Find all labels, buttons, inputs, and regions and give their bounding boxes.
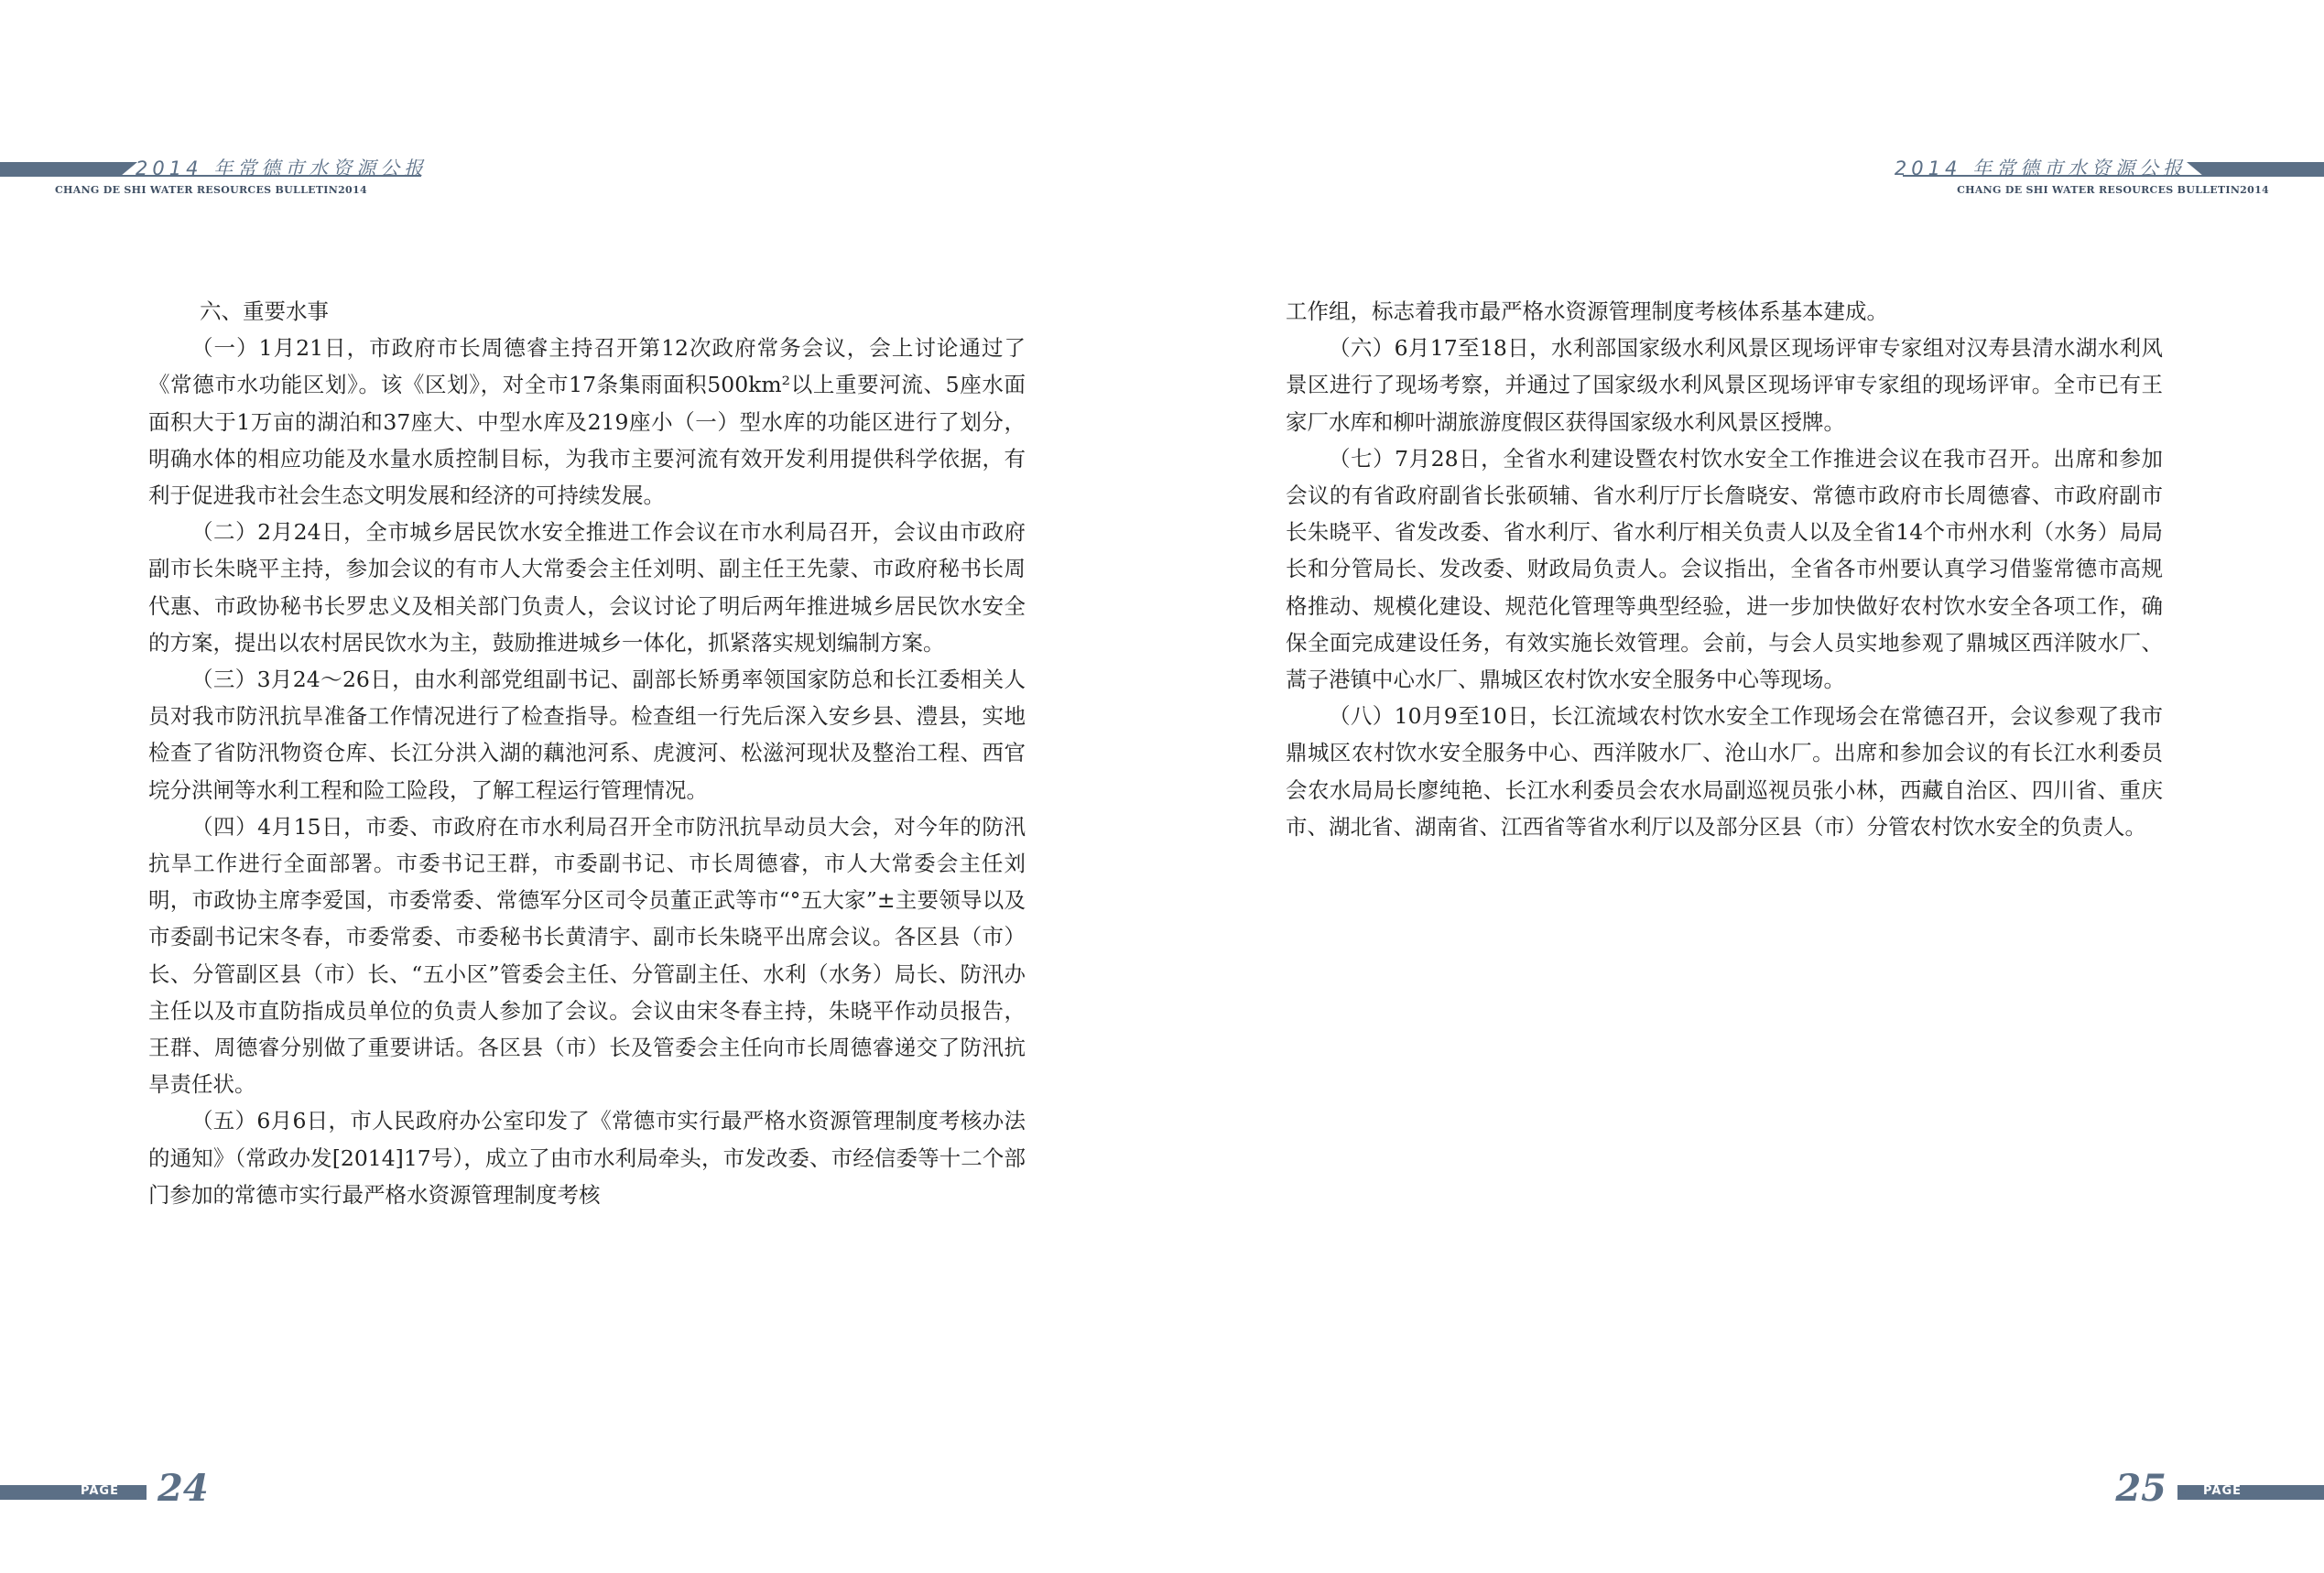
page-number: 25 xyxy=(2115,1467,2167,1510)
header-subtitle: CHANG DE SHI WATER RESOURCES BULLETIN2014 xyxy=(1957,184,2269,196)
paragraph-continuation: 工作组，标志着我市最严格水资源管理制度考核体系基本建成。 xyxy=(1286,298,1888,324)
paragraph-2: （二）2月24日，全市城乡居民饮水安全推进工作会议在市水利局召开，会议由市政府副市长朱晓平主持，参加会议的有市人大常委会主任刘明、副主任王先蒙、市政府秘书长周代惠、市政协秘书长罗忠义及相关部门负责人，会议讨论了明后两年推进城乡居民饮水安全的方案，提出以农村居民饮水为主，鼓励推进城乡一体化，抓紧落实规划编制方案。 xyxy=(148,519,1026,656)
paragraph-6: （六）6月17至18日，水利部国家级水利风景区现场评审专家组对汉寿县清水湖水利风景区进行了现场考察，并通过了国家级水利风景区现场评审专家组的现场评审。全市已有王家厂水库和柳叶湖旅游度假区获得国家级水利风景区授牌。 xyxy=(1286,335,2163,435)
footer-bar-decoration xyxy=(2177,1485,2324,1500)
page-footer-right xyxy=(2086,1467,2324,1529)
chevron-left-icon: « xyxy=(2177,1485,2187,1500)
paragraph-4: （四）4月15日，市委、市政府在市水利局召开全市防汛抗旱动员大会，对今年的防汛抗旱工作进行全面部署。市委书记王群，市委副书记、市长周德睿，市人大常委会主任刘明，市政协主席李爱国，市委常委、常德军分区司令员董正武等市“°五大家”±主要领导以及市委副书记宋冬春，市委常委、市委秘书长黄清宇、副市长朱晓平出席会议。各区县（市）长、分管副区县（市）长、“五小区”管委会主任、分管副主任、水利（水务）局长、防汛办主任以及市直防指成员单位的负责人参加了会议。会议由宋冬春主持，朱晓平作动员报告，王群、周德睿分别做了重要讲话。各区县（市）长及管委会主任向市长周德睿递交了防汛抗旱责任状。 xyxy=(148,813,1026,1098)
right-text-column xyxy=(1286,293,2163,845)
page-label: PAGE xyxy=(81,1484,119,1498)
page-number: 24 xyxy=(157,1467,209,1510)
header-title: 2014 年常德市水资源公报 xyxy=(1894,157,2187,179)
chevron-right-icon: » xyxy=(137,1485,147,1500)
paragraph-3: （三）3月24～26日，由水利部党组副书记、副部长矫勇率领国家防总和长江委相关人员对我市防汛抗旱准备工作情况进行了检查指导。检查组一行先后深入安乡县、澧县，实地检查了省防汛物资仓库、长江分洪入湖的藕池河系、虎渡河、松滋河现状及整治工程、西官垸分洪闸等水利工程和险工险段，了解工程运行管理情况。 xyxy=(148,667,1026,803)
header-subtitle: CHANG DE SHI WATER RESOURCES BULLETIN2014 xyxy=(55,184,367,196)
header-bar-decoration xyxy=(2187,162,2324,176)
header-bar-decoration xyxy=(0,162,137,176)
section-heading: 六、重要水事 xyxy=(200,298,329,324)
header-title: 2014 年常德市水资源公报 xyxy=(136,157,429,179)
left-text-column xyxy=(148,293,1026,1213)
paragraph-8: （八）10月9至10日，长江流域农村饮水安全工作现场会在常德召开，会议参观了我市鼎城区农村饮水安全服务中心、西洋陂水厂、沧山水厂。出席和参加会议的有长江水利委员会农水局局长廖纯艳、长江水利委员会农水局副巡视员张小林，西藏自治区、四川省、重庆市、湖北省、湖南省、江西省等省水利厅以及部分区县（市）分管农村饮水安全的负责人。 xyxy=(1286,703,2163,840)
right-page xyxy=(1162,0,2324,1573)
paragraph-7: （七）7月28日，全省水利建设暨农村饮水安全工作推进会议在我市召开。出席和参加会议的有省政府副省长张硕辅、省水利厅厅长詹晓安、常德市政府市长周德睿、市政府副市长朱晓平、省发改委、省水利厅、省水利厅相关负责人以及全省14个市州水利（水务）局局长和分管局长、发改委、财政局负责人。会议指出，全省各市州要认真学习借鉴常德市高规格推动、规模化建设、规范化管理等典型经验，进一步加快做好农村饮水安全各项工作，确保全面完成建设任务，有效实施长效管理。会前，与会人员实地参观了鼎城区西洋陂水厂、蒿子港镇中心水厂、鼎城区农村饮水安全服务中心等现场。 xyxy=(1286,445,2163,693)
page-footer-left xyxy=(0,1467,238,1529)
paragraph-1: （一）1月21日，市政府市长周德睿主持召开第12次政府常务会议，会上讨论通过了《常德市水功能区划》。该《区划》，对全市17条集雨面积500km²以上重要河流、5座水面面积大于1万亩的湖泊和37座大、中型水库及219座小（一）型水库的功能区进行了划分，明确水体的相应功能及水量水质控制目标，为我市主要河流有效开发利用提供科学依据，有利于促进我市社会生态文明发展和经济的可持续发展。 xyxy=(148,335,1026,509)
footer-bar-decoration xyxy=(0,1485,147,1500)
paragraph-5: （五）6月6日，市人民政府办公室印发了《常德市实行最严格水资源管理制度考核办法的通知》（常政办发[2014]17号），成立了由市水利局牵头，市发改委、市经信委等十二个部门参加的常德市实行最严格水资源管理制度考核 xyxy=(148,1108,1026,1208)
page-label: PAGE xyxy=(2203,1484,2242,1498)
